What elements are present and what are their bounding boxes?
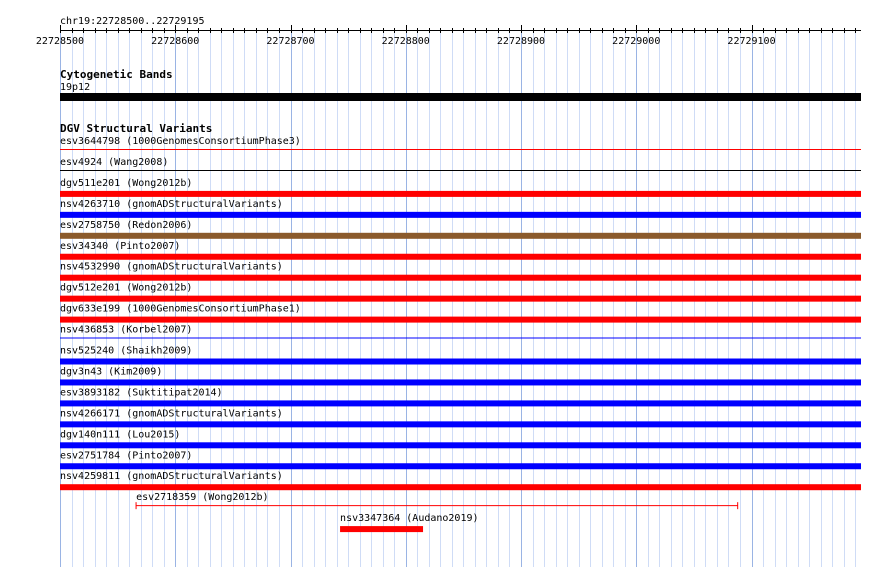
feature-label: nsv4532990 (gnomADStructuralVariants) xyxy=(60,261,283,273)
feature-label: nsv4259811 (gnomADStructuralVariants) xyxy=(60,471,283,483)
feature-bar[interactable] xyxy=(60,400,861,406)
feature-bar[interactable] xyxy=(60,484,861,490)
feature-label: dgv3n43 (Kim2009) xyxy=(60,366,163,378)
feature-label: dgv512e201 (Wong2012b) xyxy=(60,282,193,294)
feature-label: esv4924 (Wang2008) xyxy=(60,156,169,168)
feature-bar[interactable] xyxy=(340,526,423,532)
ruler-tick-label: 22728500 xyxy=(35,36,85,47)
feature-label: dgv633e199 (1000GenomesConsortiumPhase1) xyxy=(60,303,301,315)
feature-label: nsv3347364 (Audano2019) xyxy=(340,513,479,525)
ruler-tick-label: 22729100 xyxy=(727,36,776,47)
ruler-tick-label: 22728700 xyxy=(266,36,315,47)
feature-label: esv2718359 (Wong2012b) xyxy=(136,492,269,504)
feature-label: nsv436853 (Korbel2007) xyxy=(60,324,193,336)
dgv-feature[interactable] xyxy=(136,492,738,509)
feature-bar[interactable] xyxy=(60,191,861,197)
feature-label: esv3644798 (1000GenomesConsortiumPhase3) xyxy=(60,136,301,147)
feature-bar[interactable] xyxy=(60,275,861,281)
feature-bar[interactable] xyxy=(60,296,861,302)
feature-label: esv2751784 (Pinto2007) xyxy=(60,450,193,462)
feature-bar[interactable] xyxy=(60,233,861,239)
feature-label: nsv525240 (Shaikh2009) xyxy=(60,345,193,357)
ruler-tick-label: 22728900 xyxy=(496,36,546,47)
feature-bar[interactable] xyxy=(60,442,861,448)
feature-label: dgv140n111 (Lou2015) xyxy=(60,429,181,441)
feature-bar[interactable] xyxy=(60,254,861,260)
ruler xyxy=(36,25,861,47)
feature-label: esv2758750 (Redon2006) xyxy=(60,219,193,231)
feature-bar[interactable] xyxy=(60,463,861,469)
cytoband-label: 19p12 xyxy=(60,82,91,93)
feature-bar[interactable] xyxy=(60,317,861,323)
dgv-track-title: DGV Structural Variants xyxy=(60,122,213,135)
feature-label: esv3893182 (Suktitipat2014) xyxy=(60,387,223,399)
feature-bar[interactable] xyxy=(60,379,861,385)
coordinate-label: chr19:22728500..22729195 xyxy=(60,16,205,27)
feature-label: dgv511e201 (Wong2012b) xyxy=(60,177,193,189)
ruler-tick-label: 22728600 xyxy=(151,36,200,47)
feature-bar[interactable] xyxy=(60,212,861,218)
ruler-tick-label: 22728800 xyxy=(381,36,430,47)
feature-bar[interactable] xyxy=(60,359,861,365)
cytoband-track-title: Cytogenetic Bands xyxy=(60,68,173,81)
feature-bar[interactable] xyxy=(60,421,861,427)
feature-label: nsv4263710 (gnomADStructuralVariants) xyxy=(60,198,283,210)
dgv-feature[interactable] xyxy=(340,513,478,532)
ruler-tick-label: 22729000 xyxy=(612,36,661,47)
feature-label: esv34340 (Pinto2007) xyxy=(60,240,181,252)
cytoband-bar[interactable] xyxy=(60,93,861,101)
feature-label: nsv4266171 (gnomADStructuralVariants) xyxy=(60,408,283,420)
